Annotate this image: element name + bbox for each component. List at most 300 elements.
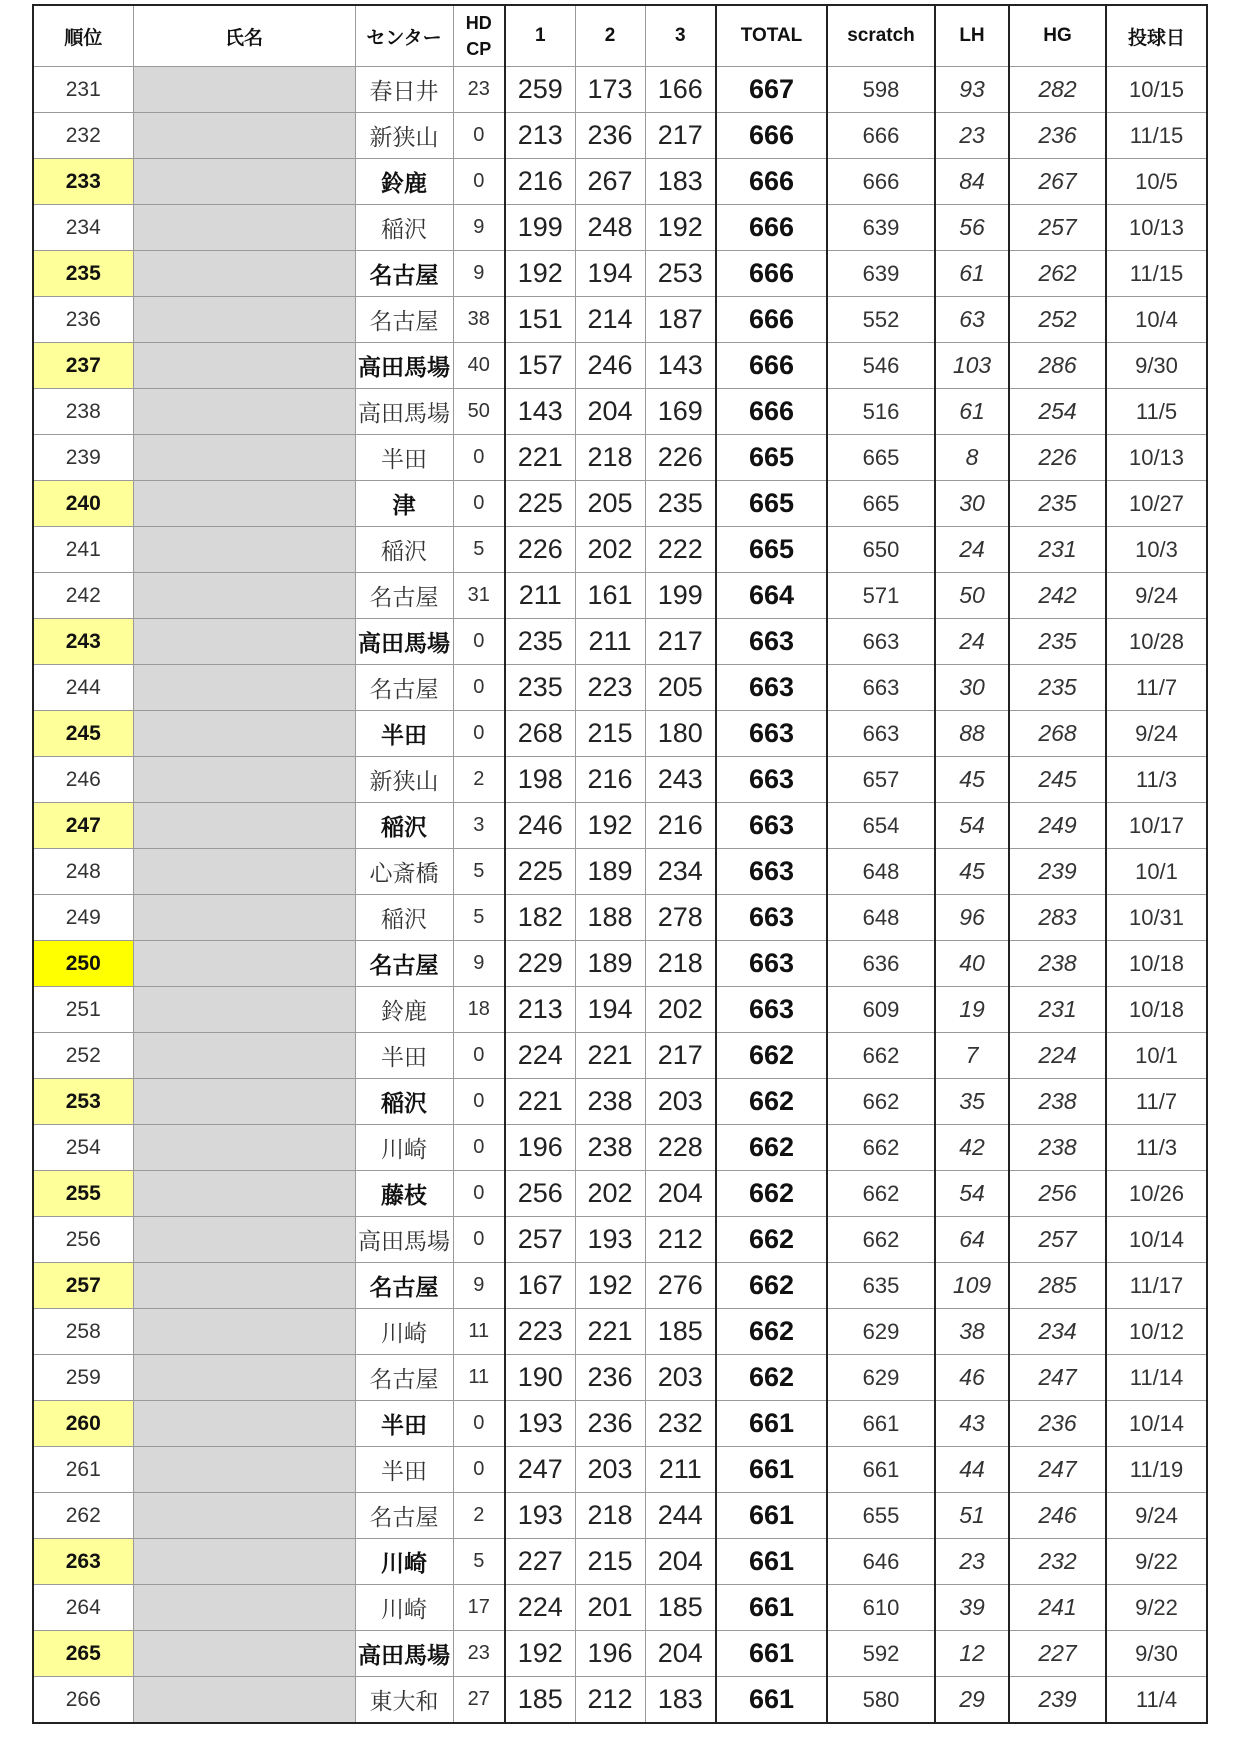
hdcp-cell: 2 (453, 1493, 505, 1539)
hdcp-cell: 23 (453, 1631, 505, 1677)
hg-cell: 257 (1009, 205, 1106, 251)
hdcp-cell: 18 (453, 987, 505, 1033)
name-cell (133, 711, 355, 757)
game-2-cell: 246 (575, 343, 645, 389)
total-cell: 661 (716, 1401, 827, 1447)
total-cell: 666 (716, 113, 827, 159)
date-cell: 9/24 (1106, 1493, 1207, 1539)
game-3-cell: 202 (645, 987, 716, 1033)
rank-cell: 231 (33, 67, 133, 113)
table-row (33, 1309, 1207, 1355)
center-cell: 名古屋 (355, 1493, 453, 1539)
name-cell (133, 297, 355, 343)
date-cell: 11/3 (1106, 1125, 1207, 1171)
name-cell (133, 849, 355, 895)
game-1-cell: 182 (505, 895, 575, 941)
date-cell: 10/1 (1106, 1033, 1207, 1079)
center-cell: 半田 (355, 1401, 453, 1447)
table-row (33, 481, 1207, 527)
game-2-cell: 202 (575, 527, 645, 573)
hdcp-cell: 0 (453, 1033, 505, 1079)
center-cell: 心斎橋 (355, 849, 453, 895)
hdcp-cell: 23 (453, 67, 505, 113)
table-row (33, 1079, 1207, 1125)
scratch-cell: 598 (827, 67, 935, 113)
lh-cell: 38 (935, 1309, 1009, 1355)
lh-cell: 45 (935, 849, 1009, 895)
center-cell: 川崎 (355, 1539, 453, 1585)
name-cell (133, 1401, 355, 1447)
table-row (33, 619, 1207, 665)
date-cell: 10/12 (1106, 1309, 1207, 1355)
lh-cell: 56 (935, 205, 1009, 251)
hdcp-cell: 2 (453, 757, 505, 803)
table-row (33, 1217, 1207, 1263)
scratch-cell: 610 (827, 1585, 935, 1631)
date-cell: 9/30 (1106, 1631, 1207, 1677)
game-1-cell: 224 (505, 1033, 575, 1079)
center-cell: 新狭山 (355, 757, 453, 803)
date-cell: 10/3 (1106, 527, 1207, 573)
total-cell: 663 (716, 757, 827, 803)
game-1-cell: 221 (505, 435, 575, 481)
game-1-cell: 185 (505, 1677, 575, 1724)
rank-cell: 248 (33, 849, 133, 895)
total-cell: 663 (716, 987, 827, 1033)
name-cell (133, 619, 355, 665)
name-cell (133, 435, 355, 481)
game-1-cell: 235 (505, 665, 575, 711)
lh-cell: 40 (935, 941, 1009, 987)
center-cell: 稲沢 (355, 895, 453, 941)
game-2-cell: 223 (575, 665, 645, 711)
scratch-cell: 663 (827, 619, 935, 665)
hg-cell: 252 (1009, 297, 1106, 343)
name-cell (133, 1033, 355, 1079)
scratch-cell: 639 (827, 205, 935, 251)
scratch-cell: 662 (827, 1079, 935, 1125)
hg-cell: 282 (1009, 67, 1106, 113)
game-1-cell: 227 (505, 1539, 575, 1585)
scratch-cell: 662 (827, 1171, 935, 1217)
header-game-3: 3 (645, 5, 716, 67)
total-cell: 661 (716, 1677, 827, 1724)
scratch-cell: 662 (827, 1033, 935, 1079)
hdcp-cell: 0 (453, 1171, 505, 1217)
total-cell: 665 (716, 435, 827, 481)
lh-cell: 84 (935, 159, 1009, 205)
table-row (33, 297, 1207, 343)
hdcp-cell: 5 (453, 1539, 505, 1585)
header-row (33, 5, 1207, 67)
table-row (33, 941, 1207, 987)
hg-cell: 268 (1009, 711, 1106, 757)
rank-cell: 237 (33, 343, 133, 389)
header-name: 氏名 (133, 5, 355, 67)
hdcp-cell: 17 (453, 1585, 505, 1631)
hg-cell: 256 (1009, 1171, 1106, 1217)
game-3-cell: 216 (645, 803, 716, 849)
scratch-cell: 546 (827, 343, 935, 389)
total-cell: 667 (716, 67, 827, 113)
game-3-cell: 278 (645, 895, 716, 941)
game-2-cell: 236 (575, 1401, 645, 1447)
hdcp-cell: 0 (453, 711, 505, 757)
table-row (33, 159, 1207, 205)
game-1-cell: 256 (505, 1171, 575, 1217)
game-3-cell: 234 (645, 849, 716, 895)
rank-cell: 265 (33, 1631, 133, 1677)
table-row (33, 1171, 1207, 1217)
header-game-2: 2 (575, 5, 645, 67)
hdcp-cell: 3 (453, 803, 505, 849)
date-cell: 10/13 (1106, 435, 1207, 481)
game-1-cell: 196 (505, 1125, 575, 1171)
date-cell: 10/13 (1106, 205, 1207, 251)
game-1-cell: 257 (505, 1217, 575, 1263)
name-cell (133, 389, 355, 435)
center-cell: 半田 (355, 1447, 453, 1493)
total-cell: 661 (716, 1493, 827, 1539)
header-rank: 順位 (33, 5, 133, 67)
game-1-cell: 211 (505, 573, 575, 619)
game-2-cell: 221 (575, 1033, 645, 1079)
lh-cell: 61 (935, 251, 1009, 297)
lh-cell: 19 (935, 987, 1009, 1033)
total-cell: 663 (716, 711, 827, 757)
table-row (33, 113, 1207, 159)
date-cell: 10/4 (1106, 297, 1207, 343)
center-cell: 稲沢 (355, 205, 453, 251)
date-cell: 10/14 (1106, 1217, 1207, 1263)
lh-cell: 42 (935, 1125, 1009, 1171)
name-cell (133, 481, 355, 527)
name-cell (133, 1309, 355, 1355)
game-3-cell: 232 (645, 1401, 716, 1447)
center-cell: 津 (355, 481, 453, 527)
header-game-1: 1 (505, 5, 575, 67)
hdcp-cell: 0 (453, 619, 505, 665)
table-row (33, 1493, 1207, 1539)
table-row (33, 1125, 1207, 1171)
hg-cell: 235 (1009, 481, 1106, 527)
game-2-cell: 215 (575, 1539, 645, 1585)
game-3-cell: 228 (645, 1125, 716, 1171)
date-cell: 11/15 (1106, 251, 1207, 297)
lh-cell: 64 (935, 1217, 1009, 1263)
ranking-table (32, 4, 1208, 1724)
center-cell: 名古屋 (355, 941, 453, 987)
rank-cell: 261 (33, 1447, 133, 1493)
scratch-cell: 665 (827, 435, 935, 481)
total-cell: 661 (716, 1631, 827, 1677)
date-cell: 10/18 (1106, 987, 1207, 1033)
game-3-cell: 199 (645, 573, 716, 619)
table-row (33, 205, 1207, 251)
hg-cell: 238 (1009, 1079, 1106, 1125)
table-row (33, 665, 1207, 711)
rank-cell: 240 (33, 481, 133, 527)
center-cell: 川崎 (355, 1309, 453, 1355)
game-2-cell: 238 (575, 1079, 645, 1125)
hg-cell: 242 (1009, 573, 1106, 619)
name-cell (133, 1125, 355, 1171)
name-cell (133, 757, 355, 803)
game-1-cell: 225 (505, 481, 575, 527)
game-3-cell: 205 (645, 665, 716, 711)
total-cell: 666 (716, 205, 827, 251)
game-1-cell: 259 (505, 67, 575, 113)
game-1-cell: 198 (505, 757, 575, 803)
scratch-cell: 639 (827, 251, 935, 297)
hdcp-cell: 11 (453, 1309, 505, 1355)
game-2-cell: 161 (575, 573, 645, 619)
table-row (33, 435, 1207, 481)
table-row (33, 1401, 1207, 1447)
game-1-cell: 167 (505, 1263, 575, 1309)
rank-cell: 250 (33, 941, 133, 987)
lh-cell: 50 (935, 573, 1009, 619)
hg-cell: 238 (1009, 1125, 1106, 1171)
rank-cell: 247 (33, 803, 133, 849)
game-3-cell: 243 (645, 757, 716, 803)
lh-cell: 96 (935, 895, 1009, 941)
name-cell (133, 159, 355, 205)
hg-cell: 232 (1009, 1539, 1106, 1585)
name-cell (133, 573, 355, 619)
hg-cell: 267 (1009, 159, 1106, 205)
game-3-cell: 211 (645, 1447, 716, 1493)
game-1-cell: 143 (505, 389, 575, 435)
table-body (33, 67, 1207, 1724)
table-row (33, 1585, 1207, 1631)
lh-cell: 7 (935, 1033, 1009, 1079)
hg-cell: 241 (1009, 1585, 1106, 1631)
lh-cell: 35 (935, 1079, 1009, 1125)
lh-cell: 44 (935, 1447, 1009, 1493)
name-cell (133, 1079, 355, 1125)
lh-cell: 30 (935, 665, 1009, 711)
date-cell: 9/30 (1106, 343, 1207, 389)
rank-cell: 242 (33, 573, 133, 619)
name-cell (133, 527, 355, 573)
name-cell (133, 665, 355, 711)
name-cell (133, 113, 355, 159)
name-cell (133, 803, 355, 849)
scratch-cell: 552 (827, 297, 935, 343)
game-2-cell: 248 (575, 205, 645, 251)
scratch-cell: 648 (827, 895, 935, 941)
rank-cell: 254 (33, 1125, 133, 1171)
table-row (33, 1539, 1207, 1585)
game-2-cell: 173 (575, 67, 645, 113)
lh-cell: 109 (935, 1263, 1009, 1309)
hg-cell: 283 (1009, 895, 1106, 941)
game-1-cell: 151 (505, 297, 575, 343)
hdcp-cell: 27 (453, 1677, 505, 1724)
center-cell: 鈴鹿 (355, 987, 453, 1033)
hdcp-cell: 0 (453, 159, 505, 205)
hdcp-cell: 0 (453, 1401, 505, 1447)
center-cell: 高田馬場 (355, 1631, 453, 1677)
game-2-cell: 238 (575, 1125, 645, 1171)
game-1-cell: 221 (505, 1079, 575, 1125)
hdcp-cell: 9 (453, 251, 505, 297)
center-cell: 名古屋 (355, 665, 453, 711)
game-3-cell: 235 (645, 481, 716, 527)
scratch-cell: 580 (827, 1677, 935, 1724)
center-cell: 半田 (355, 711, 453, 757)
lh-cell: 24 (935, 527, 1009, 573)
rank-cell: 256 (33, 1217, 133, 1263)
game-3-cell: 226 (645, 435, 716, 481)
date-cell: 11/14 (1106, 1355, 1207, 1401)
lh-cell: 93 (935, 67, 1009, 113)
name-cell (133, 1677, 355, 1724)
center-cell: 新狭山 (355, 113, 453, 159)
game-3-cell: 143 (645, 343, 716, 389)
game-3-cell: 183 (645, 1677, 716, 1724)
hdcp-cell: 11 (453, 1355, 505, 1401)
total-cell: 663 (716, 895, 827, 941)
game-2-cell: 205 (575, 481, 645, 527)
game-2-cell: 236 (575, 1355, 645, 1401)
game-2-cell: 218 (575, 1493, 645, 1539)
header-lh: LH (935, 5, 1009, 67)
game-2-cell: 188 (575, 895, 645, 941)
rank-cell: 264 (33, 1585, 133, 1631)
date-cell: 11/15 (1106, 113, 1207, 159)
game-2-cell: 194 (575, 987, 645, 1033)
total-cell: 662 (716, 1079, 827, 1125)
game-1-cell: 235 (505, 619, 575, 665)
name-cell (133, 1585, 355, 1631)
rank-cell: 263 (33, 1539, 133, 1585)
hdcp-cell: 9 (453, 941, 505, 987)
name-cell (133, 343, 355, 389)
rank-cell: 243 (33, 619, 133, 665)
date-cell: 11/4 (1106, 1677, 1207, 1724)
game-3-cell: 217 (645, 1033, 716, 1079)
table-row (33, 1033, 1207, 1079)
name-cell (133, 1355, 355, 1401)
game-1-cell: 216 (505, 159, 575, 205)
hdcp-cell: 5 (453, 895, 505, 941)
name-cell (133, 1631, 355, 1677)
game-3-cell: 169 (645, 389, 716, 435)
table-row (33, 389, 1207, 435)
header-scratch: scratch (827, 5, 935, 67)
game-1-cell: 247 (505, 1447, 575, 1493)
game-1-cell: 192 (505, 251, 575, 297)
date-cell: 10/27 (1106, 481, 1207, 527)
hg-cell: 238 (1009, 941, 1106, 987)
center-cell: 名古屋 (355, 297, 453, 343)
header-hdcp-line2: CP (466, 39, 492, 59)
lh-cell: 23 (935, 1539, 1009, 1585)
hg-cell: 257 (1009, 1217, 1106, 1263)
hg-cell: 247 (1009, 1447, 1106, 1493)
total-cell: 665 (716, 527, 827, 573)
center-cell: 藤枝 (355, 1171, 453, 1217)
hg-cell: 231 (1009, 987, 1106, 1033)
scratch-cell: 592 (827, 1631, 935, 1677)
scratch-cell: 663 (827, 665, 935, 711)
scratch-cell: 663 (827, 711, 935, 757)
hdcp-cell: 38 (453, 297, 505, 343)
game-2-cell: 201 (575, 1585, 645, 1631)
scratch-cell: 665 (827, 481, 935, 527)
total-cell: 661 (716, 1539, 827, 1585)
total-cell: 662 (716, 1309, 827, 1355)
center-cell: 名古屋 (355, 1263, 453, 1309)
table-row (33, 343, 1207, 389)
hdcp-cell: 5 (453, 849, 505, 895)
rank-cell: 266 (33, 1677, 133, 1724)
hdcp-cell: 31 (453, 573, 505, 619)
total-cell: 664 (716, 573, 827, 619)
center-cell: 春日井 (355, 67, 453, 113)
game-3-cell: 204 (645, 1171, 716, 1217)
header-total: TOTAL (716, 5, 827, 67)
lh-cell: 46 (935, 1355, 1009, 1401)
rank-cell: 233 (33, 159, 133, 205)
lh-cell: 12 (935, 1631, 1009, 1677)
date-cell: 9/24 (1106, 573, 1207, 619)
name-cell (133, 1263, 355, 1309)
scratch-cell: 646 (827, 1539, 935, 1585)
total-cell: 661 (716, 1585, 827, 1631)
total-cell: 666 (716, 159, 827, 205)
lh-cell: 29 (935, 1677, 1009, 1724)
game-3-cell: 212 (645, 1217, 716, 1263)
date-cell: 10/5 (1106, 159, 1207, 205)
game-1-cell: 268 (505, 711, 575, 757)
total-cell: 666 (716, 251, 827, 297)
rank-cell: 251 (33, 987, 133, 1033)
date-cell: 11/17 (1106, 1263, 1207, 1309)
total-cell: 662 (716, 1125, 827, 1171)
game-2-cell: 267 (575, 159, 645, 205)
lh-cell: 63 (935, 297, 1009, 343)
rank-cell: 239 (33, 435, 133, 481)
table-row (33, 67, 1207, 113)
header-center: センター (355, 5, 453, 67)
name-cell (133, 67, 355, 113)
date-cell: 10/14 (1106, 1401, 1207, 1447)
game-3-cell: 218 (645, 941, 716, 987)
header-hg: HG (1009, 5, 1106, 67)
hdcp-cell: 5 (453, 527, 505, 573)
scratch-cell: 636 (827, 941, 935, 987)
game-3-cell: 244 (645, 1493, 716, 1539)
rank-cell: 262 (33, 1493, 133, 1539)
lh-cell: 61 (935, 389, 1009, 435)
game-3-cell: 187 (645, 297, 716, 343)
rank-cell: 252 (33, 1033, 133, 1079)
lh-cell: 39 (935, 1585, 1009, 1631)
center-cell: 高田馬場 (355, 1217, 453, 1263)
table-row (33, 849, 1207, 895)
table-row (33, 573, 1207, 619)
center-cell: 稲沢 (355, 1079, 453, 1125)
center-cell: 半田 (355, 435, 453, 481)
rank-cell: 246 (33, 757, 133, 803)
table-row (33, 251, 1207, 297)
table-row (33, 895, 1207, 941)
hg-cell: 227 (1009, 1631, 1106, 1677)
game-2-cell: 236 (575, 113, 645, 159)
